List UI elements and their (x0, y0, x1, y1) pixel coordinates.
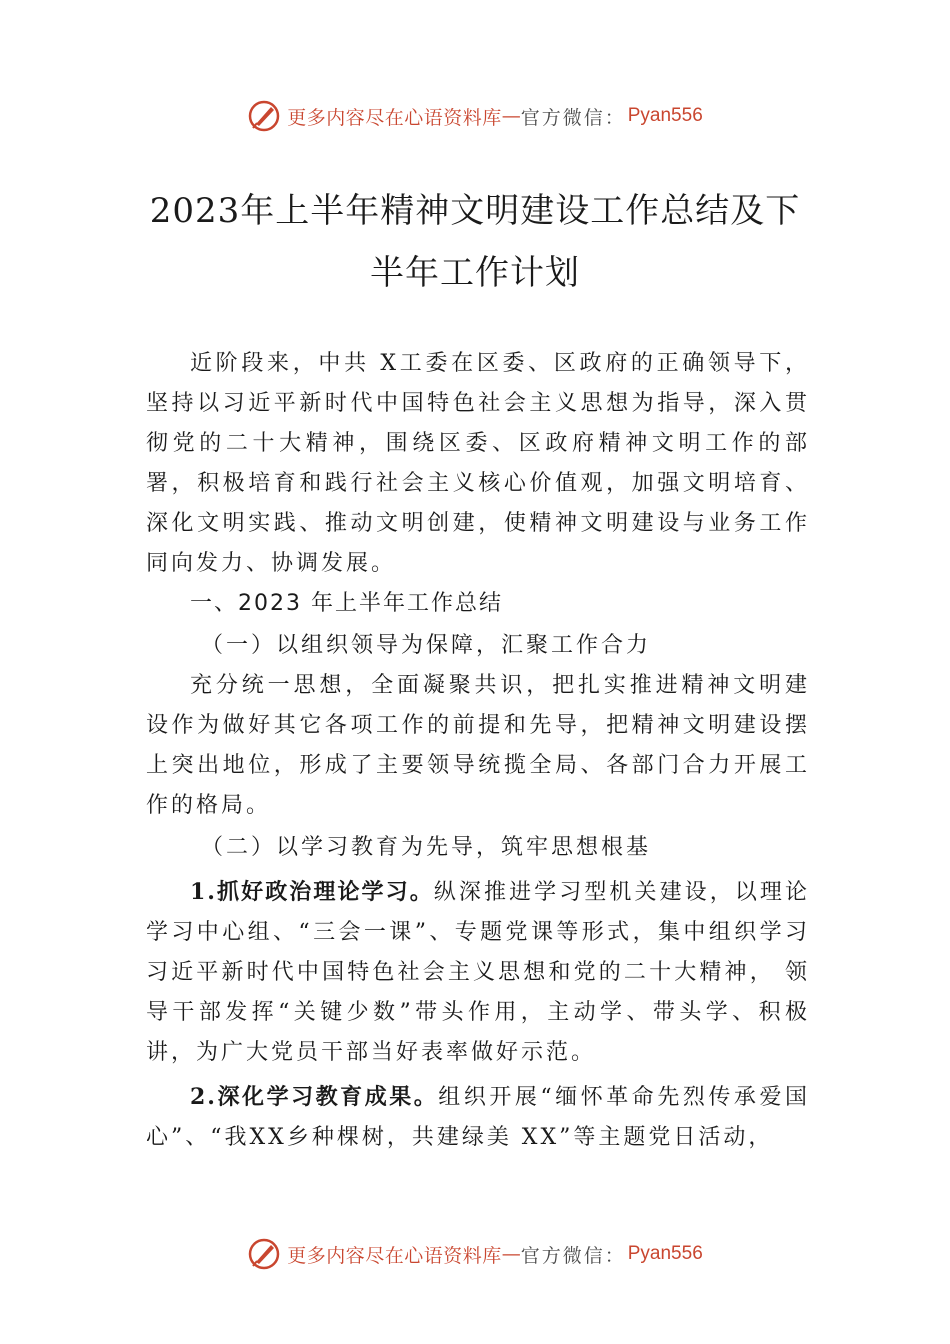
banner-account: Pyan556 (627, 105, 703, 126)
banner-brand-text: 更多内容尽在心语资料库 (287, 106, 502, 129)
item-2-body: 组织开展“缅怀革命先烈传承爱国心”、“我XX乡种棵树，共建绿美 XX”等主题党日活动， (146, 1085, 811, 1150)
quill-seal-icon (247, 1237, 281, 1271)
document-body (146, 344, 810, 1158)
subsection-heading-2: （二）以学习教育为先导，筑牢思想根基 (201, 835, 652, 860)
document-title (100, 180, 850, 304)
section-heading-1: 一、2023 年上半年工作总结 (190, 591, 503, 616)
header-banner (0, 96, 950, 136)
title-line-2: 半年工作计划 (370, 253, 580, 293)
footer-separator: — (501, 1243, 521, 1265)
footer-label: 官方微信： (520, 1244, 626, 1267)
footer-account: Pyan556 (627, 1243, 703, 1264)
item-1-paragraph (146, 872, 810, 1073)
quill-seal-icon (247, 99, 281, 133)
subsection-heading-1: （一）以组织领导为保障，汇聚工作合力 (201, 633, 652, 658)
subsection-1-paragraph: 充分统一思想，全面凝聚共识，把扎实推进精神文明建设作为做好其它各项工作的前提和先导，把精神文明建设摆上突出地位，形成了主要领导统揽全局、各部门合力开展工作的格局。 (146, 673, 810, 818)
item-2-paragraph (146, 1077, 810, 1158)
banner-label: 官方微信： (520, 106, 626, 129)
item-1-body: 纵深推进学习型机关建设，以理论学习中心组、“三会一课”、专题党课等形式，集中组织学习习近平新时代中国特色社会主义思想和党的二十大精神， 领导干部发挥“关键少数”带头作用，主动学、带头学、积极讲，为广大党员干部当好表率做好示范。 (146, 880, 810, 1065)
item-1-lead: 1.抓好政治理论学习。 (190, 879, 434, 905)
footer-banner (0, 1234, 950, 1274)
banner-separator: — (501, 105, 521, 127)
title-line-1: 2023年上半年精神文明建设工作总结及下 (149, 191, 801, 231)
intro-paragraph: 近阶段来，中共 X工委在区委、区政府的正确领导下，坚持以习近平新时代中国特色社会主义思想为指导，深入贯彻党的二十大精神，围绕区委、区政府精神文明工作的部署，积极培育和践行社会主义核心价值观，加强文明培育、深化文明实践、推动文明创建，使精神文明建设与业务工作同向发力、协调发展。 (146, 351, 810, 576)
footer-brand-text: 更多内容尽在心语资料库 (287, 1244, 502, 1267)
item-2-lead: 2.深化学习教育成果。 (190, 1084, 439, 1110)
